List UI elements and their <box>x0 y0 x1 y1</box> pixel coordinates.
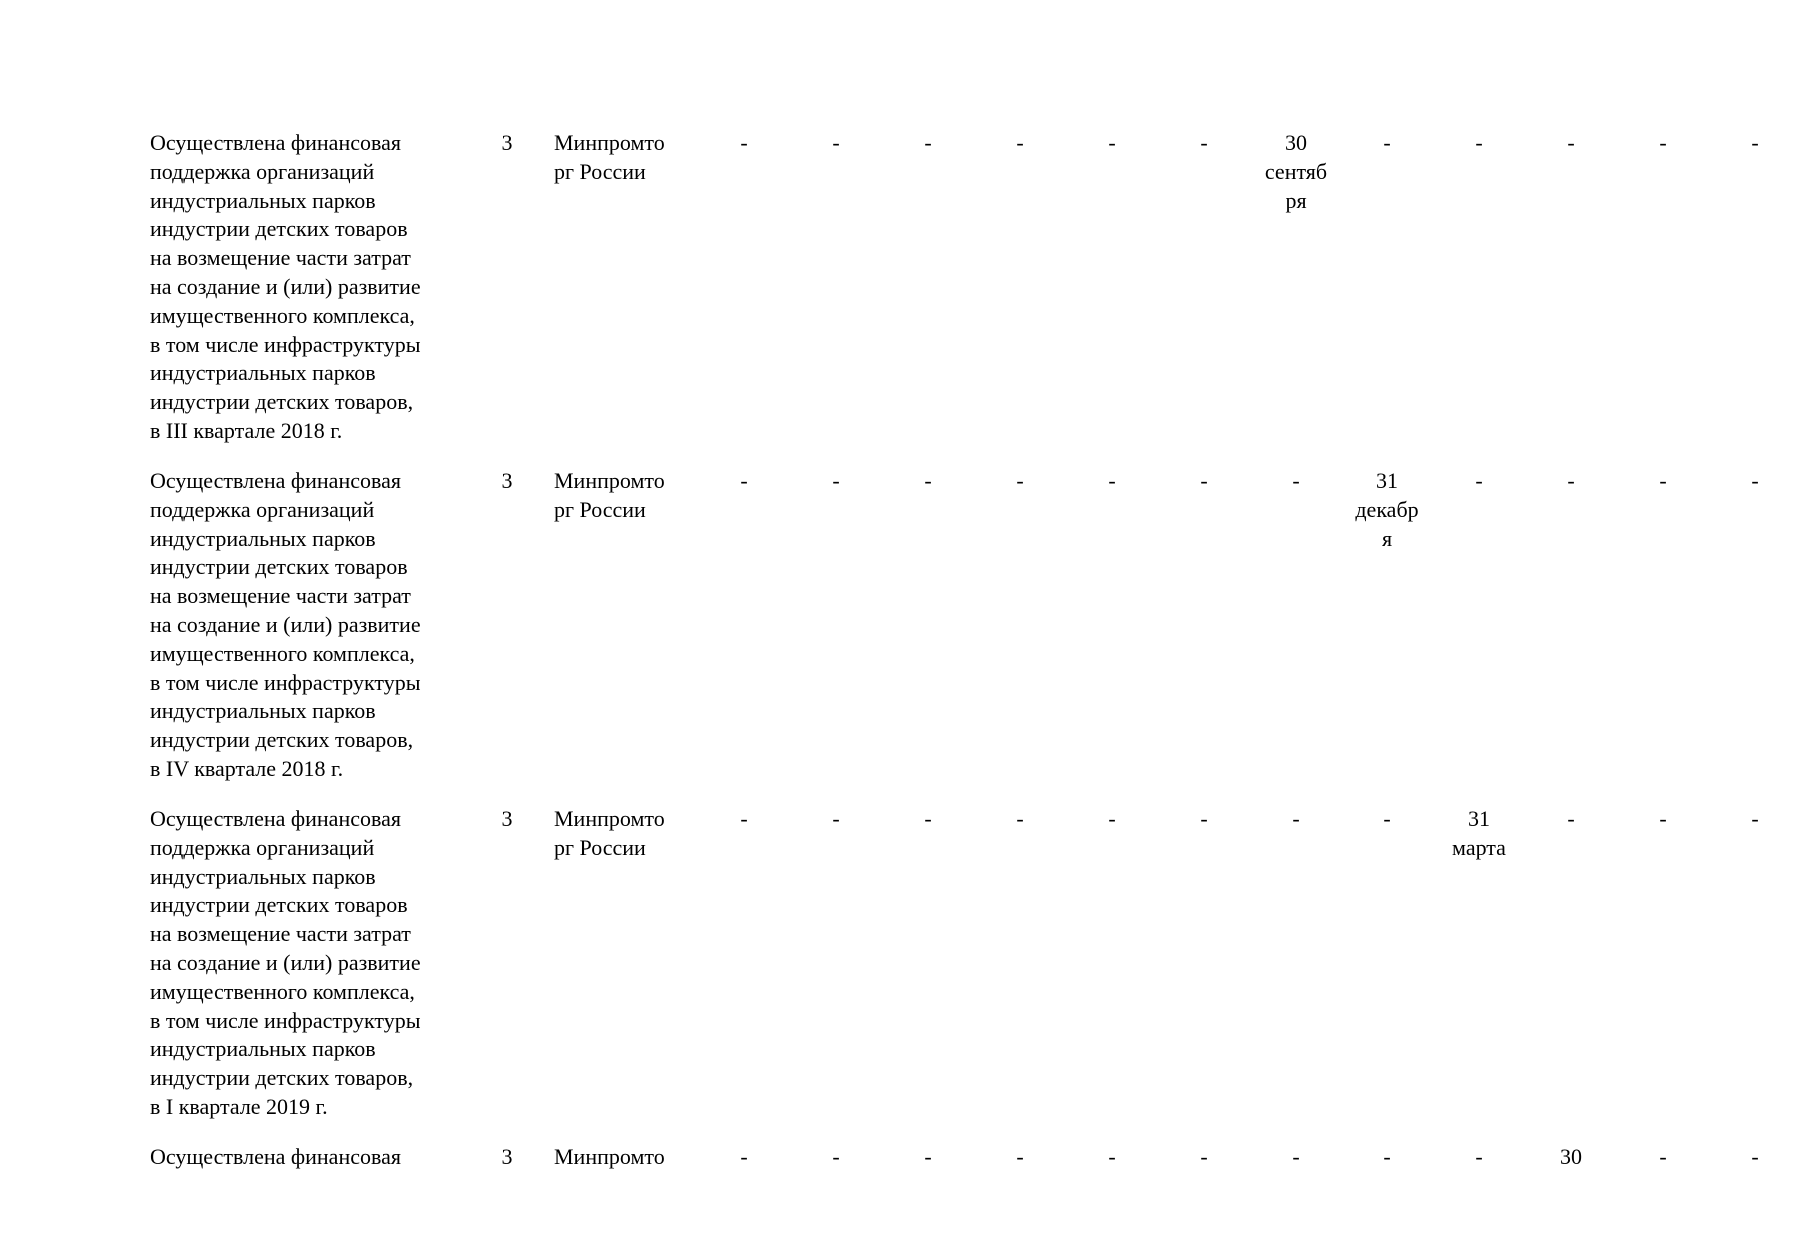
period-cell: - <box>1383 1144 1391 1169</box>
period-cell: - <box>1016 806 1024 831</box>
period-cell: - <box>1383 130 1391 155</box>
period-cell: - <box>1383 806 1391 831</box>
period-cell: - <box>1292 1144 1300 1169</box>
measure-number: 3 <box>501 806 513 831</box>
period-cell: - <box>1751 1144 1759 1169</box>
period-cell: - <box>1567 130 1575 155</box>
period-cell: - <box>832 130 840 155</box>
period-cell: - <box>1475 468 1483 493</box>
measure-number: 3 <box>501 130 513 155</box>
period-cell: - <box>1659 806 1667 831</box>
period-cell: - <box>1475 1144 1483 1169</box>
period-cell: - <box>1200 130 1208 155</box>
period-cell: 31 марта <box>1452 806 1506 860</box>
period-cell: - <box>1016 468 1024 493</box>
period-cell: - <box>740 130 748 155</box>
responsible-authority: Минпромто рг России <box>554 806 665 860</box>
period-cell: - <box>1659 130 1667 155</box>
period-cell: - <box>1751 806 1759 831</box>
period-cell: - <box>1751 130 1759 155</box>
period-cell: - <box>1567 468 1575 493</box>
period-cell: - <box>1108 1144 1116 1169</box>
period-cell: - <box>1475 130 1483 155</box>
period-cell: 31 декабр я <box>1355 468 1419 551</box>
period-cell: - <box>924 130 932 155</box>
period-cell: - <box>1751 468 1759 493</box>
responsible-authority: Минпромто рг России <box>554 130 665 184</box>
period-cell: - <box>1108 468 1116 493</box>
measure-number: 3 <box>501 468 513 493</box>
measure-description: Осуществлена финансовая поддержка организаций индустриальных парков индустрии детских товаров на возмещение части затрат на создание и (или) развитие имущественного комплекса, в том числе инфраструктуры индустриальных парков индустрии детских товаров, в III квартале 2018 г. <box>150 130 421 443</box>
period-cell: - <box>1200 468 1208 493</box>
period-cell: - <box>832 1144 840 1169</box>
period-cell: - <box>740 1144 748 1169</box>
period-cell: - <box>1016 130 1024 155</box>
period-cell: - <box>1292 806 1300 831</box>
period-cell: 30 сентяб ря <box>1264 130 1328 213</box>
period-cell: - <box>740 468 748 493</box>
period-cell: - <box>924 806 932 831</box>
period-cell: - <box>832 806 840 831</box>
measure-description: Осуществлена финансовая поддержка организаций индустриальных парков индустрии детских товаров на возмещение части затрат на создание и (или) развитие имущественного комплекса, в том числе инфраструктуры индустриальных парков индустрии детских товаров, в IV квартале 2018 г. <box>150 468 421 781</box>
period-cell: - <box>1292 468 1300 493</box>
period-cell: - <box>924 1144 932 1169</box>
responsible-authority: Минпромто рг России <box>554 468 665 522</box>
period-cell: - <box>1108 130 1116 155</box>
responsible-authority: Минпромто <box>554 1144 665 1169</box>
period-cell: - <box>1659 468 1667 493</box>
measure-description: Осуществлена финансовая <box>150 1144 401 1169</box>
period-cell: - <box>1200 1144 1208 1169</box>
period-cell: - <box>740 806 748 831</box>
period-cell: - <box>1016 1144 1024 1169</box>
period-cell: - <box>924 468 932 493</box>
period-cell: - <box>1567 806 1575 831</box>
measure-number: 3 <box>501 1144 513 1169</box>
period-cell: - <box>1200 806 1208 831</box>
period-cell: - <box>1659 1144 1667 1169</box>
period-cell: - <box>832 468 840 493</box>
measure-description: Осуществлена финансовая поддержка организаций индустриальных парков индустрии детских товаров на возмещение части затрат на создание и (или) развитие имущественного комплекса, в том числе инфраструктуры индустриальных парков индустрии детских товаров, в I квартале 2019 г. <box>150 806 421 1119</box>
period-cell: 30 <box>1560 1144 1582 1169</box>
period-cell: - <box>1108 806 1116 831</box>
